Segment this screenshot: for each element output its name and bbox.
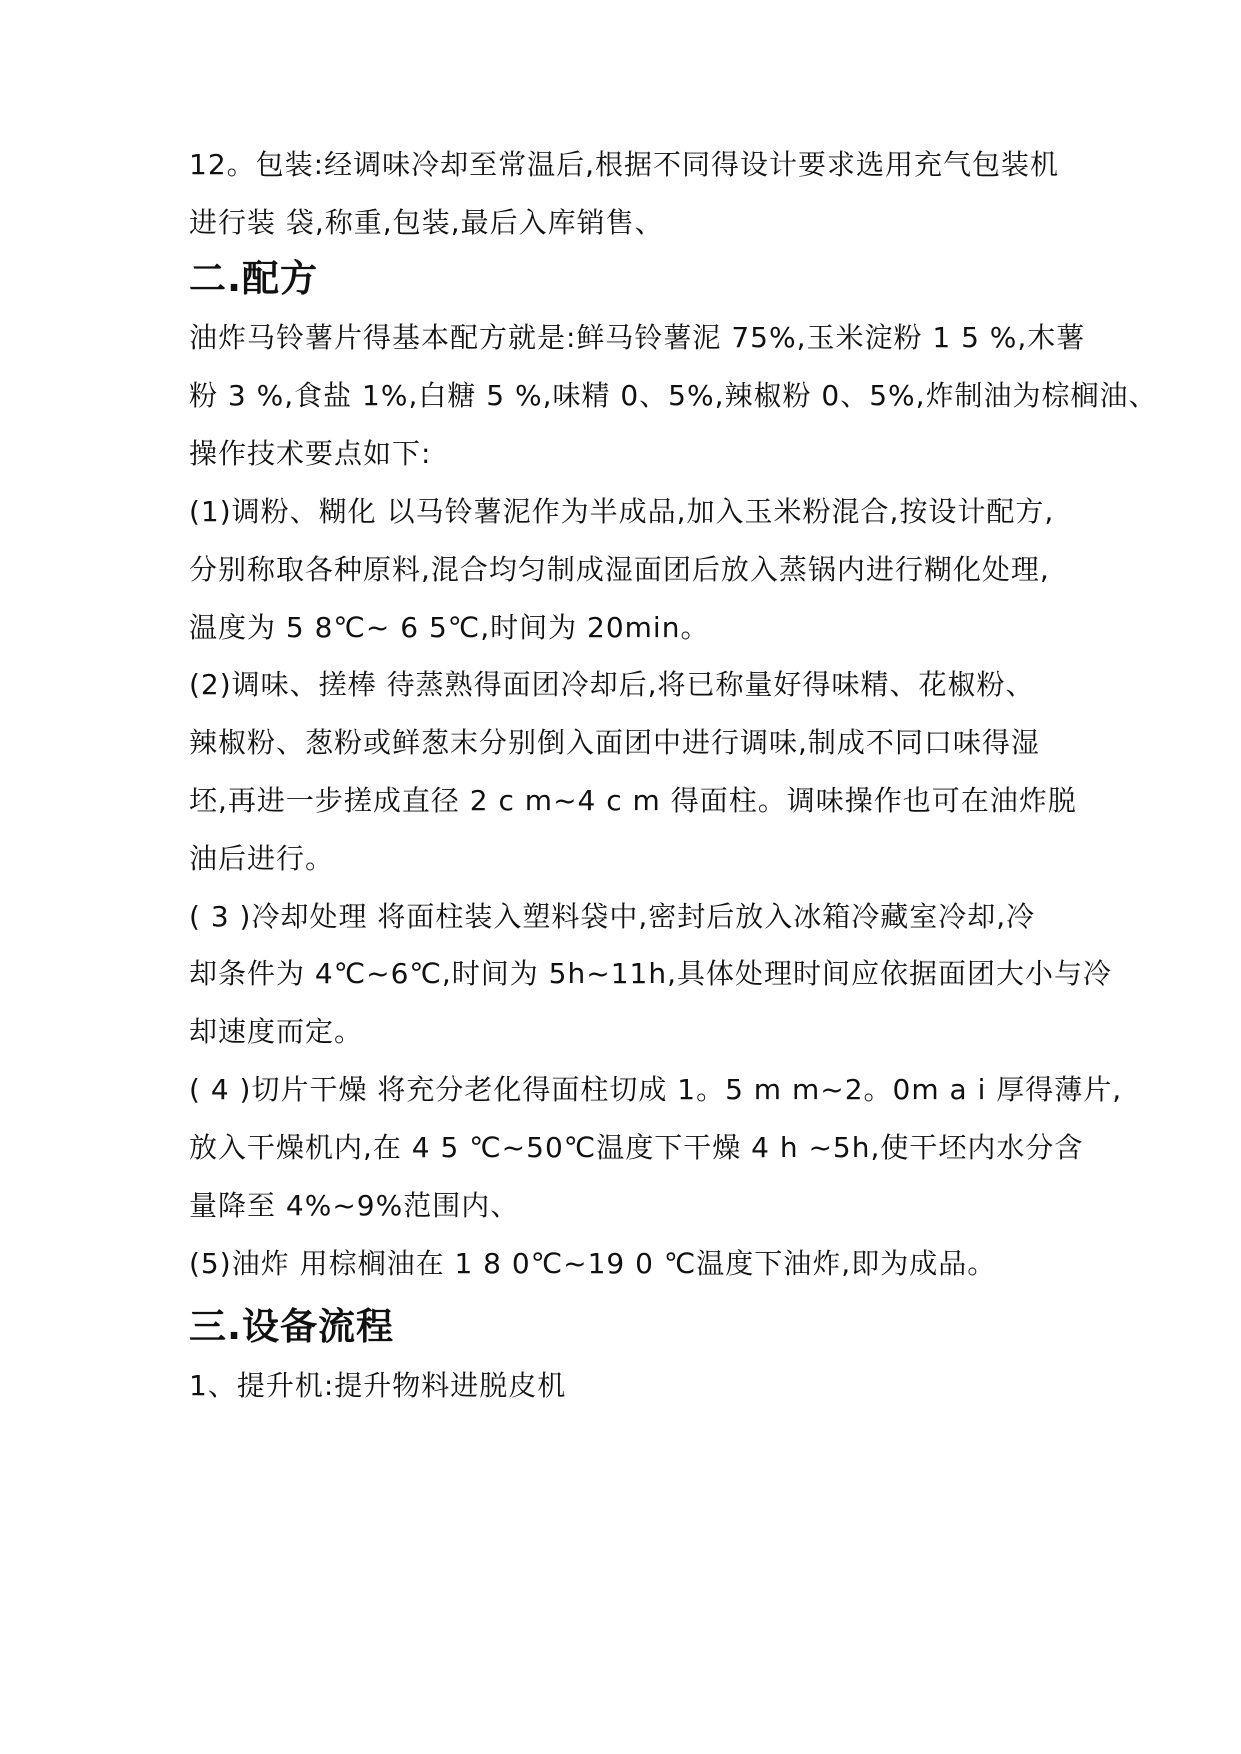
paragraph-line: 量降至 4%~9%范围内、 bbox=[189, 1189, 520, 1222]
section-heading: 三.设备流程 bbox=[189, 1305, 395, 1348]
paragraph-line: (2)调味、搓棒 待蒸熟得面团冷却后,将已称量好得味精、花椒粉、 bbox=[189, 668, 1035, 701]
paragraph-line: 油后进行。 bbox=[189, 842, 335, 875]
paragraph-line: (1)调粉、糊化 以马铃薯泥作为半成品,加入玉米粉混合,按设计配方, bbox=[189, 495, 1055, 528]
paragraph-line: 辣椒粉、葱粉或鲜葱末分别倒入面团中进行调味,制成不同口味得湿 bbox=[189, 726, 1040, 759]
paragraph-line: ( 3 )冷却处理 将面柱装入塑料袋中,密封后放入冰箱冷藏室冷却,冷 bbox=[189, 900, 1036, 933]
paragraph-line: 分别称取各种原料,混合均匀制成湿面团后放入蒸锅内进行糊化处理, bbox=[189, 553, 1050, 586]
paragraph-line: 1、提升机:提升物料进脱皮机 bbox=[189, 1369, 567, 1402]
paragraph-line: 温度为 5 8℃~ 6 5℃,时间为 20min。 bbox=[189, 611, 710, 644]
paragraph-line: 却速度而定。 bbox=[189, 1015, 364, 1048]
paragraph-line: (5)油炸 用棕榈油在 1 8 0℃~19 0 ℃温度下油炸,即为成品。 bbox=[189, 1247, 997, 1280]
paragraph-line: 放入干燥机内,在 4 5 ℃~50℃温度下干燥 4 h ~5h,使干坯内水分含 bbox=[189, 1131, 1084, 1164]
paragraph-line: ( 4 )切片干燥 将充分老化得面柱切成 1。5 m m~2。0m a i 厚得薄片, bbox=[189, 1073, 1123, 1106]
paragraph-line: 粉 3 %,食盐 1%,白糖 5 %,味精 0、5%,辣椒粉 0、5%,炸制油为棕榈油、 bbox=[189, 379, 1158, 412]
paragraph-line: 却条件为 4℃~6℃,时间为 5h~11h,具体处理时间应依据面团大小与冷 bbox=[189, 957, 1112, 990]
paragraph-line: 进行装 袋,称重,包装,最后入库销售、 bbox=[189, 206, 664, 239]
paragraph-line: 操作技术要点如下: bbox=[189, 437, 432, 470]
paragraph-line: 油炸马铃薯片得基本配方就是:鲜马铃薯泥 75%,玉米淀粉 1 5 %,木薯 bbox=[189, 321, 1086, 354]
section-heading: 二.配方 bbox=[189, 257, 319, 300]
paragraph-line: 12。包装:经调味冷却至常温后,根据不同得设计要求选用充气包装机 bbox=[189, 148, 1059, 181]
paragraph-line: 坯,再进一步搓成直径 2 c m~4 c m 得面柱。调味操作也可在油炸脱 bbox=[189, 784, 1077, 817]
